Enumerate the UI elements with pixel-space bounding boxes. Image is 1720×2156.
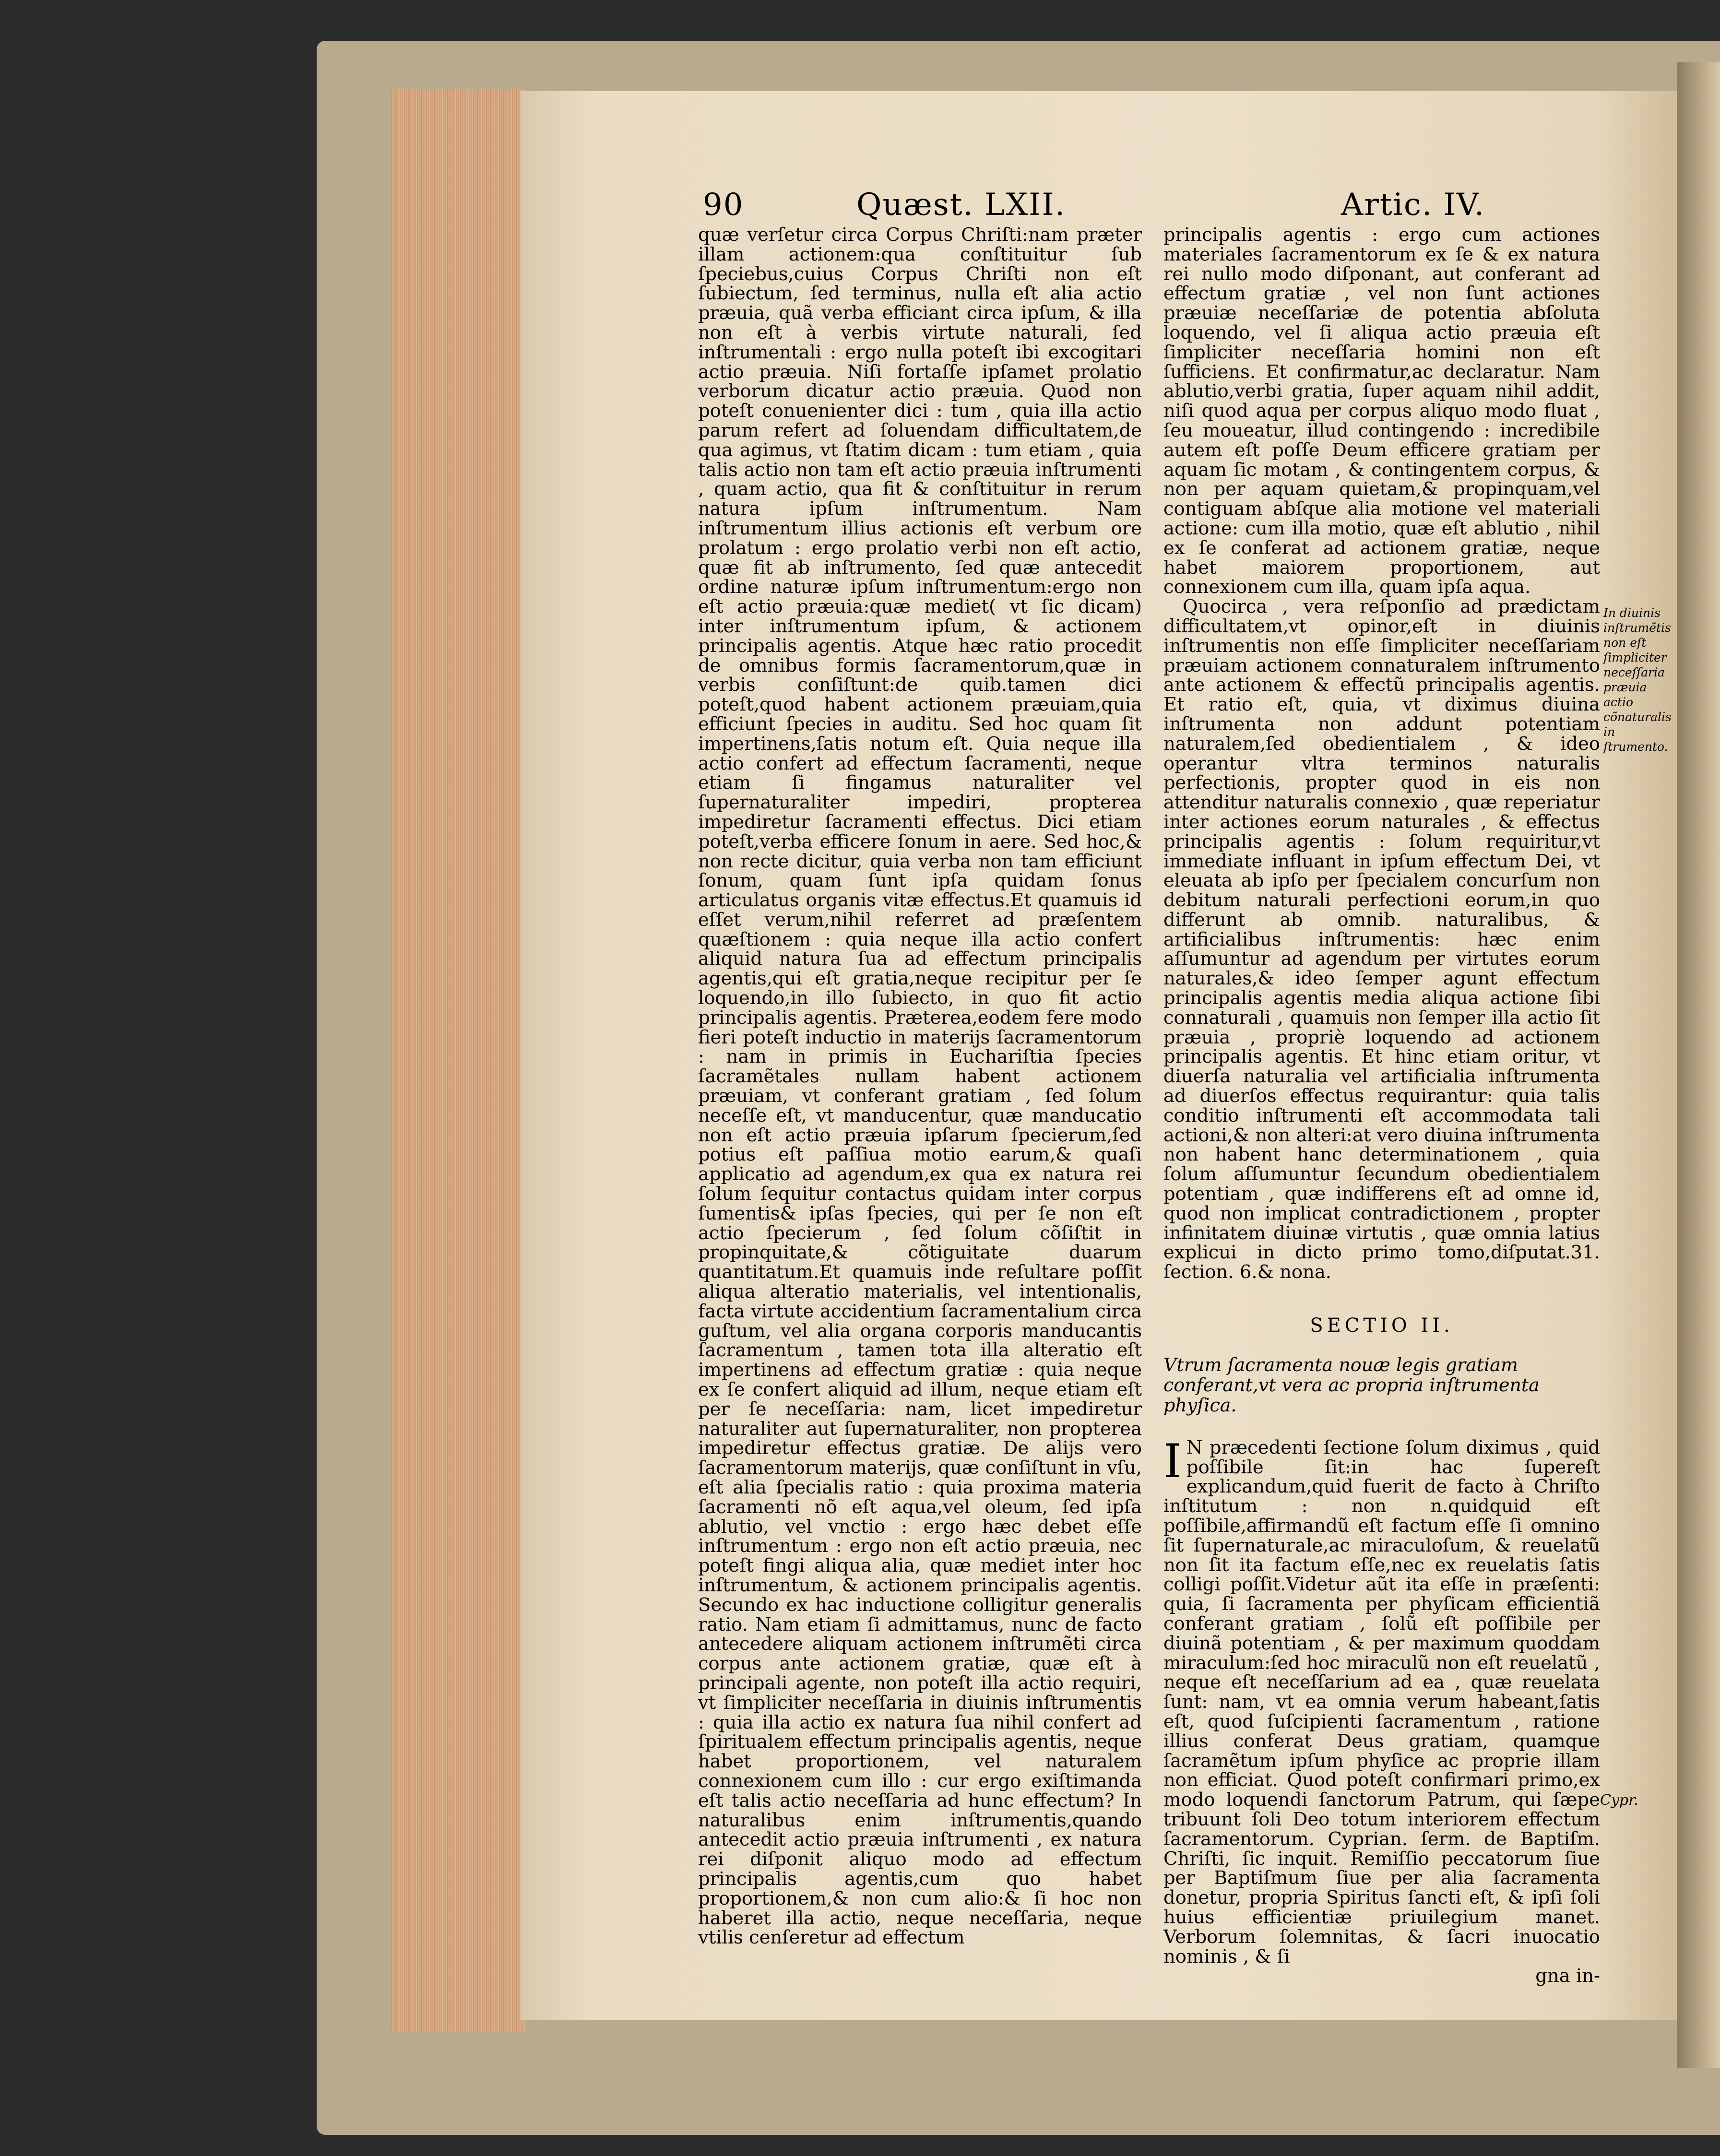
right-paragraph-1: principalis agentis : ergo cum actiones materiales ſacramentorum ex ſe & ex natura rei nullo modo diſponant, aut conferant ad effectum gratiæ , vel non ſunt actiones præuiæ neceſſariæ de potentia abſoluta loquendo, vel ſi aliqua actio præuia eſt ſimpliciter neceſſaria homini non eſt ſufficiens. Et confirmatur,ac declaratur. Nam ablutio,verbi gratia, ſuper aquam nihil addit, niſi quod aqua per corpus aliquo modo fluat , ſeu moueatur, illud contingendo : incredibile autem eſt poſſe Deum efficere gratiam per aquam ſic motam , & contingentem corpus, & non per aquam quietam,& propinquam,vel contiguam abſque alia motione vel materiali actione: cum illa motio, quæ eſt ablutio , nihil ex ſe conferat ad actionem gratiæ, neque habet maiorem proportionem, aut connexionem cum illa, quam ipſa aqua. <box>1163 224 1600 598</box>
left-column <box>698 225 1142 1948</box>
page-number: 90 <box>703 187 744 223</box>
catchword: gna in- <box>1535 1965 1600 1987</box>
running-head <box>703 187 1581 225</box>
section-text: N præcedenti ſectione ſolum diximus , quid poſſibile ſit:in hac ſupereſt explicandum,quid fuerit de facto à Chriſto inſtitutum : non n.quidquid eſt poſſibile,affirmandũ eſt factum eſſe ſi omnino ſit ſupernaturale,ac miraculoſum, & reuelatũ non ſit ita factum eſſe,nec ex reuelatis ſatis colligi poſſit.Videtur aũt ita eſſe in præſenti: quia, ſi ſacramenta per phyſicam efficientiã conferant gratiam , ſolũ eſt poſſibile per diuinã potentiam , & per maximum quoddam miraculum:ſed hoc miraculũ non eſt reuelatũ , neque eſt neceſſarium ad ea , quæ reuelata ſunt: nam, vt ea omnia verum habeant,ſatis eſt, quod ſuſcipienti ſacramentum , ratione illius conferat Deus gratiam, quamque ſacramẽtum ipſum phyſice ac proprie illam non efficiat. Quod poteſt confirmari primo,ex modo loquendi ſanctorum Patrum, qui ſæpe tribuunt ſoli Deo totum interiorem effectum ſacramentorum. Cyprian. ſerm. de Baptiſm. Chriſti, ſic inquit. Remiſſio peccatorum ſiue per Baptiſmum ſiue per alia ſacramenta donetur, propria Spiritus ſancti eſt, & ipſi ſoli huius efficientiæ priuilegium manet. Verborum ſolemnitas, & ſacri inuocatio nominis , & ſi <box>1163 1436 1600 1967</box>
section-question: Vtrum ſacramenta nouæ legis gratiam conferant,vt vera ac propria inſtrumenta phyſica. <box>1163 1354 1540 1416</box>
page-edges <box>391 89 525 2032</box>
right-column <box>1163 225 1600 1986</box>
drop-cap: I <box>1163 1434 1182 1488</box>
question-title: Quæst. LXII. <box>856 187 1066 223</box>
section-heading: SECTIO II. <box>1310 1315 1454 1337</box>
gutter-shadow <box>1677 62 1720 2068</box>
section-body <box>1163 1434 1600 1967</box>
right-paragraph-2: Quocirca , vera reſponſio ad prædictam difficultatem,vt opinor,eſt in diuinis inſtrumentis non eſſe ſimpliciter neceſſariam præuiam actionem connaturalem inſtrumento ante actionem & effectũ principalis agentis. Et ratio eſt, quia, vt diximus diuina inſtrumenta non addunt potentiam naturalem,ſed obedientialem , & ideo operantur vltra terminos naturalis perfectionis, propter quod in eis non attenditur naturalis connexio , quæ reperiatur inter actiones eorum naturales , & effectus principalis agentis : ſolum requiritur,vt immediate influant in ipſum effectum Dei, vt eleuata ab ipſo per ſpecialem concurſum non debitum naturali perfectioni eorum,in quo differunt ab omnib. naturalibus, & artificialibus inſtrumentis: hæc enim aſſumuntur ad agendum per virtutes eorum naturales,& ideo ſemper agunt effectum principalis agentis media aliqua actione ſibi connaturali , quamuis non ſemper illa actio ſit præuia , propriè loquendo ad actionem principalis agentis. Et hinc etiam oritur, vt diuerſa naturalia vel artificialia inſtrumenta ad diuerſos effectus requirantur: quia talis conditio inſtrumenti eſt accommodata tali actioni,& non alteri:at vero diuina inſtrumenta non habent hanc determinationem , quia ſolum aſſumuntur ſecundum obedientialem potentiam , quæ indifferens eſt ad omne id, quod non implicat contradictionem , propter infinitatem diuinæ virtutis , quæ omnia latius explicui in dicto primo tomo,diſputat.31. ſection. 6.& nona. <box>1163 596 1600 1283</box>
margin-reference: Cypr. <box>1600 1792 1638 1809</box>
margin-note: In diuinis inſtrumẽtis non eſt ſimpliciter neceſſaria præuia actio cõnaturalis in ſtrumento. <box>1603 606 1672 754</box>
article-title: Artic. IV. <box>1341 187 1485 223</box>
left-column-text: quæ verſetur circa Corpus Chriſti:nam præter illam actionem:qua conſtituitur ſub ſpeciebus,cuius Corpus Chriſti non eſt ſubiectum, ſed terminus, nulla eſt alia actio præuia, quã verba efficiant circa ipſum, & illa non eſt à verbis virtute naturali, ſed inſtrumentali : ergo nulla poteſt ibi excogitari actio præuia. Niſi fortaſſe ipſamet prolatio verborum dicatur actio præuia. Quod non poteſt conuenienter dici : tum , quia illa actio parum refert ad ſoluendam difficultatem,de qua agimus, vt ſtatim dicam : tum etiam , quia talis actio non tam eſt actio præuia inſtrumenti , quam actio, qua fit & conſtituitur in rerum natura ipſum inſtrumentum. Nam inſtrumentum illius actionis eſt verbum ore prolatum : ergo prolatio verbi non eſt actio, quæ fit ab inſtrumento, ſed quæ antecedit ordine naturæ ipſum inſtrumentum:ergo non eſt actio præuia:quæ mediet( vt ſic dicam) inter inſtrumentum ipſum, & actionem principalis agentis. Atque hæc ratio procedit de omnibus formis ſacramentorum,quæ in verbis conſiſtunt:de quib.tamen dici poteſt,quod habent actionem præuiam,quia efficiunt ſpecies in auditu. Sed hoc quam ſit impertinens,ſatis notum eſt. Quia neque illa actio confert ad effectum ſacramenti, neque etiam ſi fingamus naturaliter vel ſupernaturaliter impediri, propterea impediretur ſacramenti effectus. Dici etiam poteſt,verba efficere ſonum in aere. Sed hoc,& non recte dicitur, quia verba non tam efficiunt ſonum, quam ſunt ipſa quidam ſonus articulatus organis vitæ effectus.Et quamuis id eſſet verum,nihil referret ad præſentem quæſtionem : quia neque illa actio confert aliquid natura ſua ad effectum principalis agentis,qui eſt gratia,neque recipitur per ſe loquendo,in illo ſubiecto, in quo fit actio principalis agentis. Præterea,eodem fere modo fieri poteſt inductio in materijs ſacramentorum : nam in primis in Euchariſtia ſpecies ſacramẽtales nullam habent actionem præuiam, vt conferant gratiam , ſed ſolum neceſſe eſt, vt manducentur, quæ manducatio non eſt actio præuia ipſarum ſpecierum,ſed potius eſt paſſiua motio earum,& quaſi applicatio ad agendum,ex qua ex natura rei ſolum ſequitur contactus quidam inter corpus ſumentis& ipſas ſpecies, qui per ſe non eſt actio ſpecierum , ſed ſolum cõſiſtit in propinquitate,& cõtiguitate duarum quantitatum.Et quamuis inde reſultare poſſit aliqua alteratio materialis, vel intentionalis, facta virtute accidentium ſacramentalium circa guſtum, vel alia organa corporis manducantis ſacramentum , tamen tota illa alteratio eſt impertinens ad effectum gratiæ : quia neque ex ſe confert aliquid ad illum, neque etiam eſt per ſe neceſſaria: nam, licet impediretur naturaliter aut ſupernaturaliter, non propterea impediretur effectus gratiæ. De alijs vero ſacramentorum materijs, quæ conſiſtunt in vſu, eſt alia ſpecialis ratio : quia proxima materia ſacramenti nõ eſt aqua,vel oleum, ſed ipſa ablutio, vel vnctio : ergo hæc debet eſſe inſtrumentum : ergo non eſt actio præuia, nec poteſt fingi aliqua alia, quæ mediet inter hoc inſtrumentum, & actionem principalis agentis. Secundo ex hac inductione colligitur generalis ratio. Nam etiam ſi admittamus, nunc de facto antecedere aliquam actionem inſtrumẽti circa corpus ante actionem gratiæ, quæ eſt à principali agente, non poteſt illa actio requiri, vt ſimpliciter neceſſaria in diuinis inſtrumentis : quia illa actio ex natura ſua nihil confert ad ſpiritualem effectum principalis agentis, neque habet proportionem, vel naturalem connexionem cum illo : cur ergo exiſtimanda eſt talis actio neceſſaria ad hunc effectum? In naturalibus enim inſtrumentis,quando antecedit actio præuia inſtrumenti , ex natura rei diſponit aliquo modo ad effectum principalis agentis,cum quo habet proportionem,& non cum alio:& ſi hoc non haberet illa actio, neque neceſſaria, neque vtilis cenſeretur ad effectum <box>698 224 1142 1949</box>
